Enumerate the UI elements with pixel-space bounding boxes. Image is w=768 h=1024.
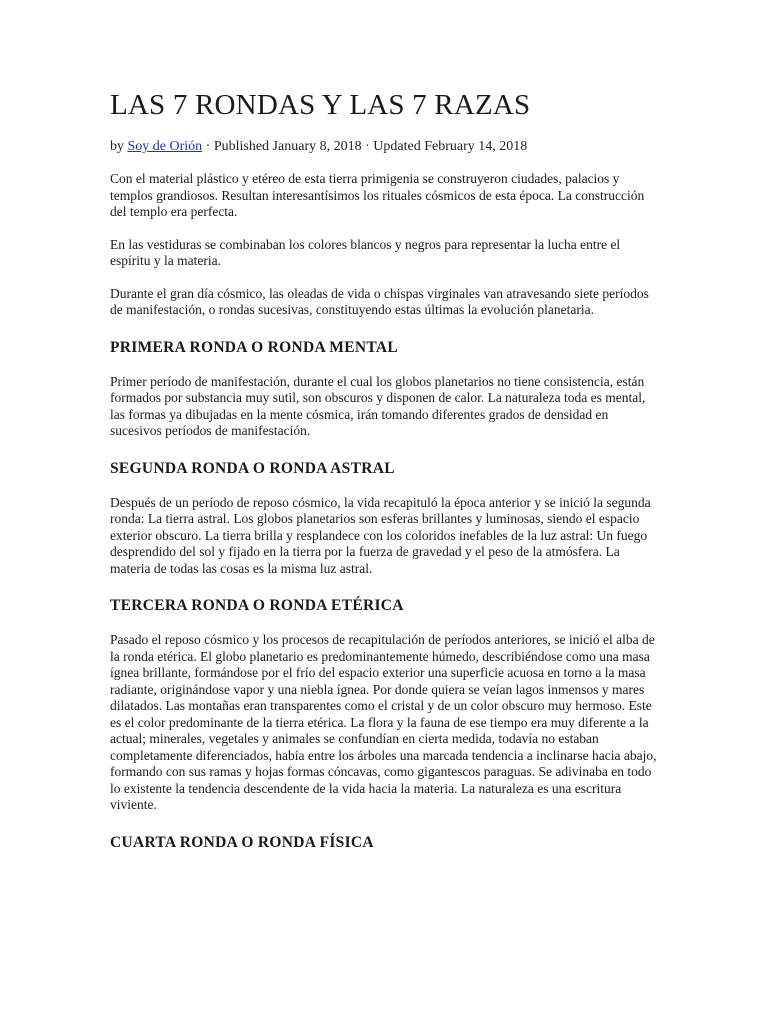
section-heading-tercera: TERCERA RONDA O RONDA ETÉRICA: [110, 597, 404, 614]
section-text-primera: Primer período de manifestación, durante el cual los globos planetarios no tiene consistencia, están formados por substancia muy sutil, son obscuros y disponen de calor. La naturaleza toda es mental, las formas ya dibujadas en la mente cósmica, irán tomando diferentes grados de densidad en sucesivos períodos de manifestación.: [110, 373, 646, 438]
section-text-tercera: Pasado el reposo cósmico y los procesos de recapitulación de períodos anteriores, se inició el alba de la ronda etérica. El globo planetario es predominantemente húmedo, describiéndose como una masa ígnea brillante, formándose por el frío del espacio exterior una superficie acuosa en torno a la masa radiante, originándose vapor y una niebla ígnea. Por donde quiera se veían lagos inmensos y mares dilatados. Las montañas eran transparentes como el cristal y de un color obscuro muy hermoso. Este es el color predominante de la tierra etérica. La flora y la fauna de ese tiempo era muy diferente a la actual; minerales, vegetales y animales se confundían en cierta medida, todavía no estaban completamente diferenciados, había entre los árboles una marcada tendencia a inclinarse hacia abajo, formando con sus ramas y hojas formas cóncavas, como gigantescos paraguas. Se adivinaba en todo lo existente la tendencia descendente de la vida hacia la materia. La naturaleza es una escritura viviente.: [110, 632, 657, 812]
intro-paragraph-1: Con el material plástico y etéreo de esta tierra primigenia se construyeron ciudades, palacios y templos grandiosos. Resultan interesantísimos los rituales cósmicos de esta época. La construcción del templo era perfecta.: [110, 171, 645, 219]
article-title: LAS 7 RONDAS Y LAS 7 RAZAS: [110, 89, 531, 121]
byline-by: by: [110, 139, 128, 154]
author-link[interactable]: Soy de Orión: [127, 139, 203, 154]
byline: [110, 138, 662, 155]
article: [110, 88, 662, 869]
section-heading-segunda: SEGUNDA RONDA O RONDA ASTRAL: [110, 459, 395, 477]
intro-paragraph-2: En las vestiduras se combinaban los colores blancos y negros para representar la lucha entre el espíritu y la materia.: [110, 236, 621, 268]
section-text-segunda: Después de un período de reposo cósmico, la vida recapituló la época anterior y se inició la segunda ronda: La tierra astral. Los globos planetarios son esferas brillantes y luminosas, siendo el espacio exterior obscuro. La tierra brilla y resplandece con los coloridos inefables de la luz astral: Un fuego desprendido del sol y fijado en la tierra por la fuerza de gravedad y el peso de la atmósfera. La materia de todas las cosas es la misma luz astral.: [110, 494, 651, 576]
byline-dates: · Published January 8, 2018 · Updated February 14, 2018: [202, 139, 528, 154]
intro-paragraph-3: Durante el gran día cósmico, las oleadas de vida o chispas virginales van atravesando siete períodos de manifestación, o rondas sucesivas, constituyendo estas últimas la evolución planetaria.: [110, 285, 649, 317]
section-heading-primera: PRIMERA RONDA O RONDA MENTAL: [110, 338, 398, 356]
section-heading-cuarta: CUARTA RONDA O RONDA FÍSICA: [110, 833, 374, 851]
